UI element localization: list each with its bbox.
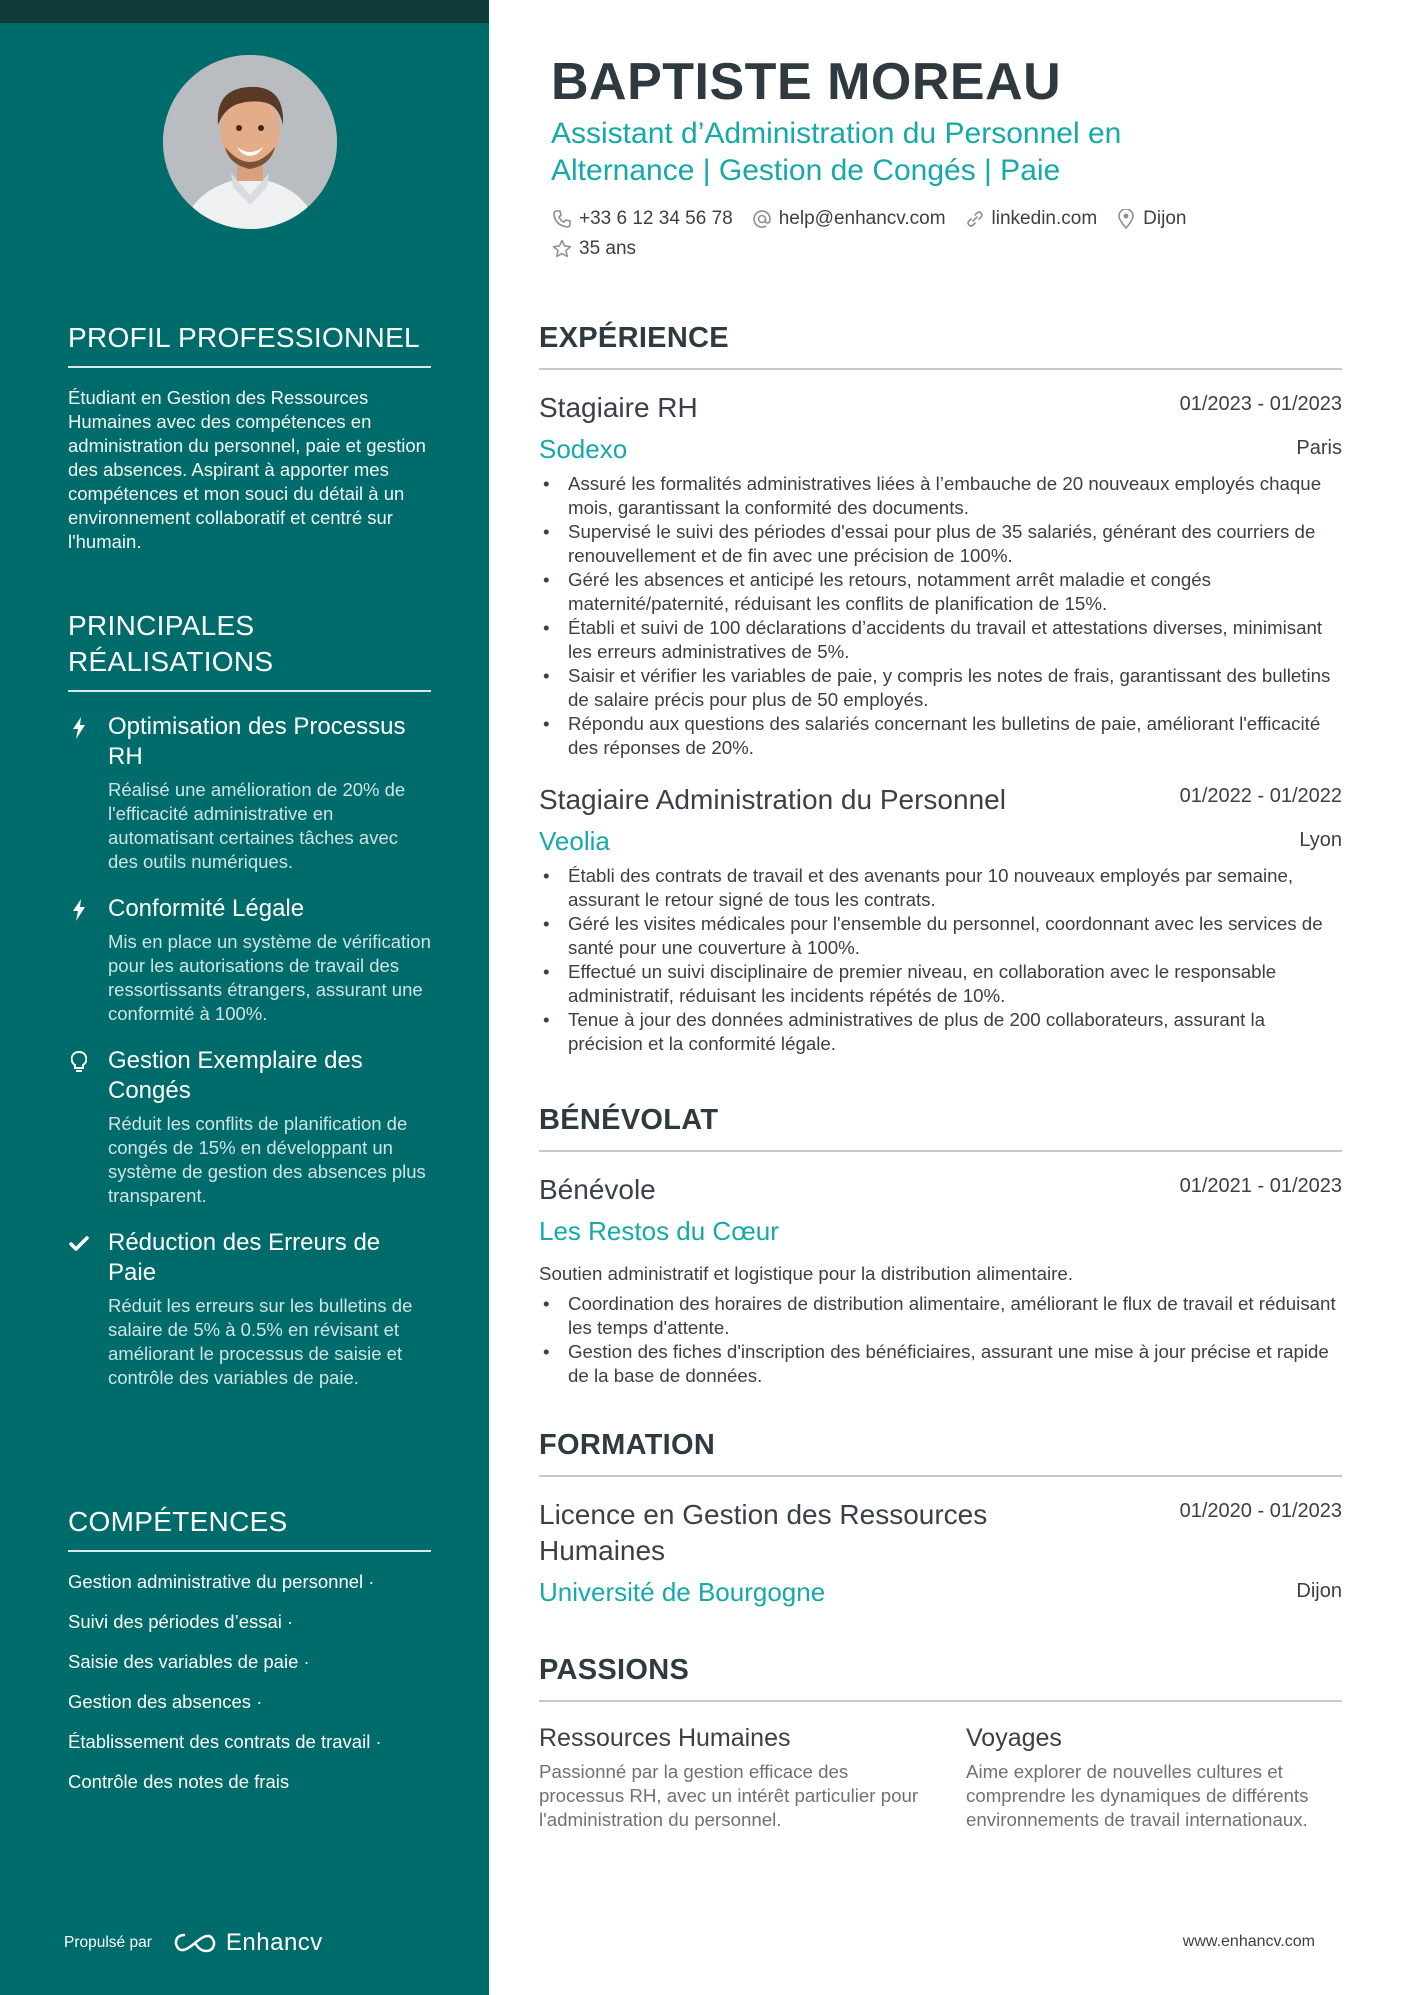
entry-header: [539, 1172, 1342, 1208]
passion-item: [966, 1722, 1342, 1832]
bullet-item: • Supervisé le suivi des périodes d'essai pour plus de 35 salariés, générant des courriers de renouvellement et de fin avec une précision de 100%.: [539, 520, 1342, 568]
experience-entry: [539, 782, 1342, 1056]
passions-grid: [539, 1722, 1342, 1832]
profile-text: Étudiant en Gestion des Ressources Humaines avec des compétences en administration du personnel, paie et gestion des absences. Aspirant à apporter mes compétences et mon souci du détail à un environnement collaboratif et centré sur l'humain.: [68, 387, 426, 552]
experience-section: [539, 320, 1342, 1056]
achievement-title: Optimisation des Processus RH: [108, 713, 406, 770]
bolt-icon: [68, 715, 90, 741]
candidate-title: Assistant d’Administration du Personnel en Alternance | Gestion de Congés | Paie: [551, 117, 1122, 187]
bullet-item: • Géré les absences et anticipé les retours, notamment arrêt maladie et congés maternité/paternité, réduisant les conflits de planification de 15%.: [539, 568, 1342, 616]
sidebar: [0, 0, 489, 1995]
bullet-item: • Établi et suivi de 100 déclarations d’accidents du travail et attestations diverses, minimisant les erreurs administratives de 5%.: [539, 616, 1342, 664]
job-dates: 01/2022 - 01/2022: [1179, 785, 1342, 807]
achievement-title: Gestion Exemplaire des Congés: [108, 1047, 363, 1104]
bullet-item: • Répondu aux questions des salariés concernant les bulletins de paie, améliorant l'efficacité des réponses de 20%.: [539, 712, 1342, 760]
contact-row: [551, 205, 1331, 233]
bullet-item: • Établi des contrats de travail et des avenants pour 10 nouveaux employés par semaine, assurant le retour signé de tous les contrats.: [539, 864, 1342, 912]
check-icon: [68, 1231, 90, 1257]
passion-desc: Passionné par la gestion efficace des processus RH, avec un intérêt particulier pour l'administration du personnel.: [539, 1761, 919, 1830]
experience-heading: EXPÉRIENCE: [539, 320, 1342, 370]
entry-header: [539, 1497, 1342, 1569]
bullet-list: [539, 1292, 1342, 1388]
powered-by: [64, 1929, 323, 1957]
avatar: [163, 55, 337, 229]
entry-subheader: [539, 818, 1342, 858]
job-dates: 01/2023 - 01/2023: [1179, 393, 1342, 415]
contact-age: [551, 238, 636, 260]
bullet-item: • Coordination des horaires de distribution alimentaire, améliorant le flux de travail et réduisant les temps d'attente.: [539, 1292, 1342, 1340]
star-icon: [551, 238, 573, 260]
achievement-desc: Mis en place un système de vérification pour les autorisations de travail des ressortissants étrangers, assurant une conformité à 100%.: [108, 931, 431, 1024]
location-text: Dijon: [1143, 208, 1187, 229]
at-icon: [751, 208, 773, 230]
brand-name: Enhancv: [225, 1929, 323, 1956]
profile-heading: PROFIL PROFESSIONNEL: [68, 320, 431, 368]
organization-name: Les Restos du Cœur: [539, 1216, 779, 1246]
contact-phone[interactable]: [551, 208, 733, 230]
company-name: Veolia: [539, 826, 610, 856]
bullet-item: • Effectué un suivi disciplinaire de premier niveau, en collaboration avec le responsable administratif, réduisant les incidents répétés de 10%.: [539, 960, 1342, 1008]
skill-item: Gestion administrative du personnel ·: [68, 1571, 375, 1592]
achievement-desc: Réduit les conflits de planification de congés de 15% en développant un système de gestion des absences plus transparent.: [108, 1113, 426, 1206]
contact-linkedin[interactable]: [964, 208, 1098, 230]
location-pin-icon: [1115, 208, 1137, 230]
linkedin-text: linkedin.com: [991, 208, 1098, 229]
enhancv-logo[interactable]: [172, 1929, 323, 1957]
passion-title: Ressources Humaines: [539, 1724, 791, 1752]
job-role: Stagiaire RH: [539, 392, 698, 423]
company-name: Sodexo: [539, 434, 628, 464]
school-name: Université de Bourgogne: [539, 1577, 826, 1607]
passion-item: [539, 1722, 966, 1832]
achievements-heading: PRINCIPALES RÉALISATIONS: [68, 608, 431, 692]
bullet-item: • Tenue à jour des données administratives de plus de 200 collaborateurs, assurant la précision et la conformité légale.: [539, 1008, 1342, 1056]
entry-header: [539, 390, 1342, 426]
bullet-item: • Gestion des fiches d'inscription des bénéficiaires, assurant une mise à jour précise et rapide de la base de données.: [539, 1340, 1342, 1388]
entry-header: [539, 782, 1342, 818]
skills-section: [68, 1504, 431, 1794]
age-text: 35 ans: [579, 238, 637, 259]
phone-text: +33 6 12 34 56 78: [579, 208, 733, 229]
bolt-icon: [68, 897, 90, 923]
email-text: help@enhancv.com: [778, 208, 946, 229]
school-location: Dijon: [1296, 1580, 1342, 1602]
skill-item: Saisie des variables de paie ·: [68, 1651, 310, 1672]
skills-heading: COMPÉTENCES: [68, 1504, 431, 1552]
candidate-name: BAPTISTE MOREAU: [551, 53, 1062, 111]
profile-section: [68, 320, 431, 554]
website-link[interactable]: www.enhancv.com: [1182, 1933, 1315, 1950]
lightbulb-icon: [68, 1049, 90, 1075]
job-location: Paris: [1296, 437, 1342, 459]
achievement-item: [68, 894, 431, 1026]
achievement-desc: Réalisé une amélioration de 20% de l'efficacité administrative en automatisant certaines tâches avec des outils numériques.: [108, 779, 406, 872]
achievement-desc: Réduit les erreurs sur les bulletins de salaire de 5% à 0.5% en révisant et améliorant le processus de saisie et contrôle des variables de paie.: [108, 1295, 413, 1388]
enhancv-logo-icon: [172, 1931, 218, 1955]
job-location: Lyon: [1299, 829, 1342, 851]
education-heading: FORMATION: [539, 1427, 1342, 1477]
achievement-title: Réduction des Erreurs de Paie: [108, 1229, 381, 1286]
entry-subheader: [539, 1569, 1342, 1609]
bullet-list: [539, 472, 1342, 760]
powered-by-label: Propulsé par: [64, 1934, 152, 1951]
bullet-item: • Assuré les formalités administratives liées à l’embauche de 20 nouveaux employés chaque mois, garantissant la conformité des documents.: [539, 472, 1342, 520]
passion-desc: Aime explorer de nouvelles cultures et comprendre les dynamiques de différents environnements de travail internationaux.: [966, 1761, 1309, 1830]
achievement-item: [68, 1228, 431, 1390]
bullet-list: [539, 864, 1342, 1056]
skill-item: Suivi des périodes d’essai ·: [68, 1611, 294, 1632]
volunteer-desc: Soutien administratif et logistique pour la distribution alimentaire.: [539, 1263, 1073, 1284]
job-role: Stagiaire Administration du Personnel: [539, 784, 1006, 815]
volunteer-role: Bénévole: [539, 1174, 656, 1205]
volunteering-entry: [539, 1172, 1342, 1388]
phone-icon: [551, 208, 573, 230]
volunteer-dates: 01/2021 - 01/2023: [1179, 1175, 1342, 1197]
bullet-item: • Géré les visites médicales pour l'ensemble du personnel, coordonnant avec les services de santé pour une couverture à 100%.: [539, 912, 1342, 960]
bullet-item: • Saisir et vérifier les variables de paie, y compris les notes de frais, garantissant des bulletins de salaire précis pour plus de 50 employés.: [539, 664, 1342, 712]
volunteering-section: [539, 1102, 1342, 1388]
passions-section: [539, 1652, 1342, 1832]
contact-row: [551, 235, 1331, 263]
contact-info: [551, 205, 1331, 263]
skill-item: Contrôle des notes de frais: [68, 1771, 290, 1792]
education-dates: 01/2020 - 01/2023: [1179, 1500, 1342, 1522]
skill-item: Établissement des contrats de travail ·: [68, 1731, 382, 1752]
skill-item: Gestion des absences ·: [68, 1691, 263, 1712]
education-entry: [539, 1497, 1342, 1609]
achievement-title: Conformité Légale: [108, 895, 305, 922]
contact-email[interactable]: [751, 208, 946, 230]
sidebar-top-bar: [0, 0, 489, 23]
entry-subheader: [539, 426, 1342, 466]
experience-entry: [539, 390, 1342, 760]
achievement-item: [68, 712, 431, 874]
achievement-item: [68, 1046, 431, 1208]
education-section: [539, 1427, 1342, 1609]
passions-heading: PASSIONS: [539, 1652, 1342, 1702]
achievements-section: [68, 608, 431, 1390]
degree-name: Licence en Gestion des Ressources Humaines: [539, 1499, 988, 1566]
link-icon: [964, 208, 986, 230]
passion-title: Voyages: [966, 1724, 1062, 1752]
volunteering-heading: BÉNÉVOLAT: [539, 1102, 1342, 1152]
contact-location: [1115, 208, 1186, 230]
